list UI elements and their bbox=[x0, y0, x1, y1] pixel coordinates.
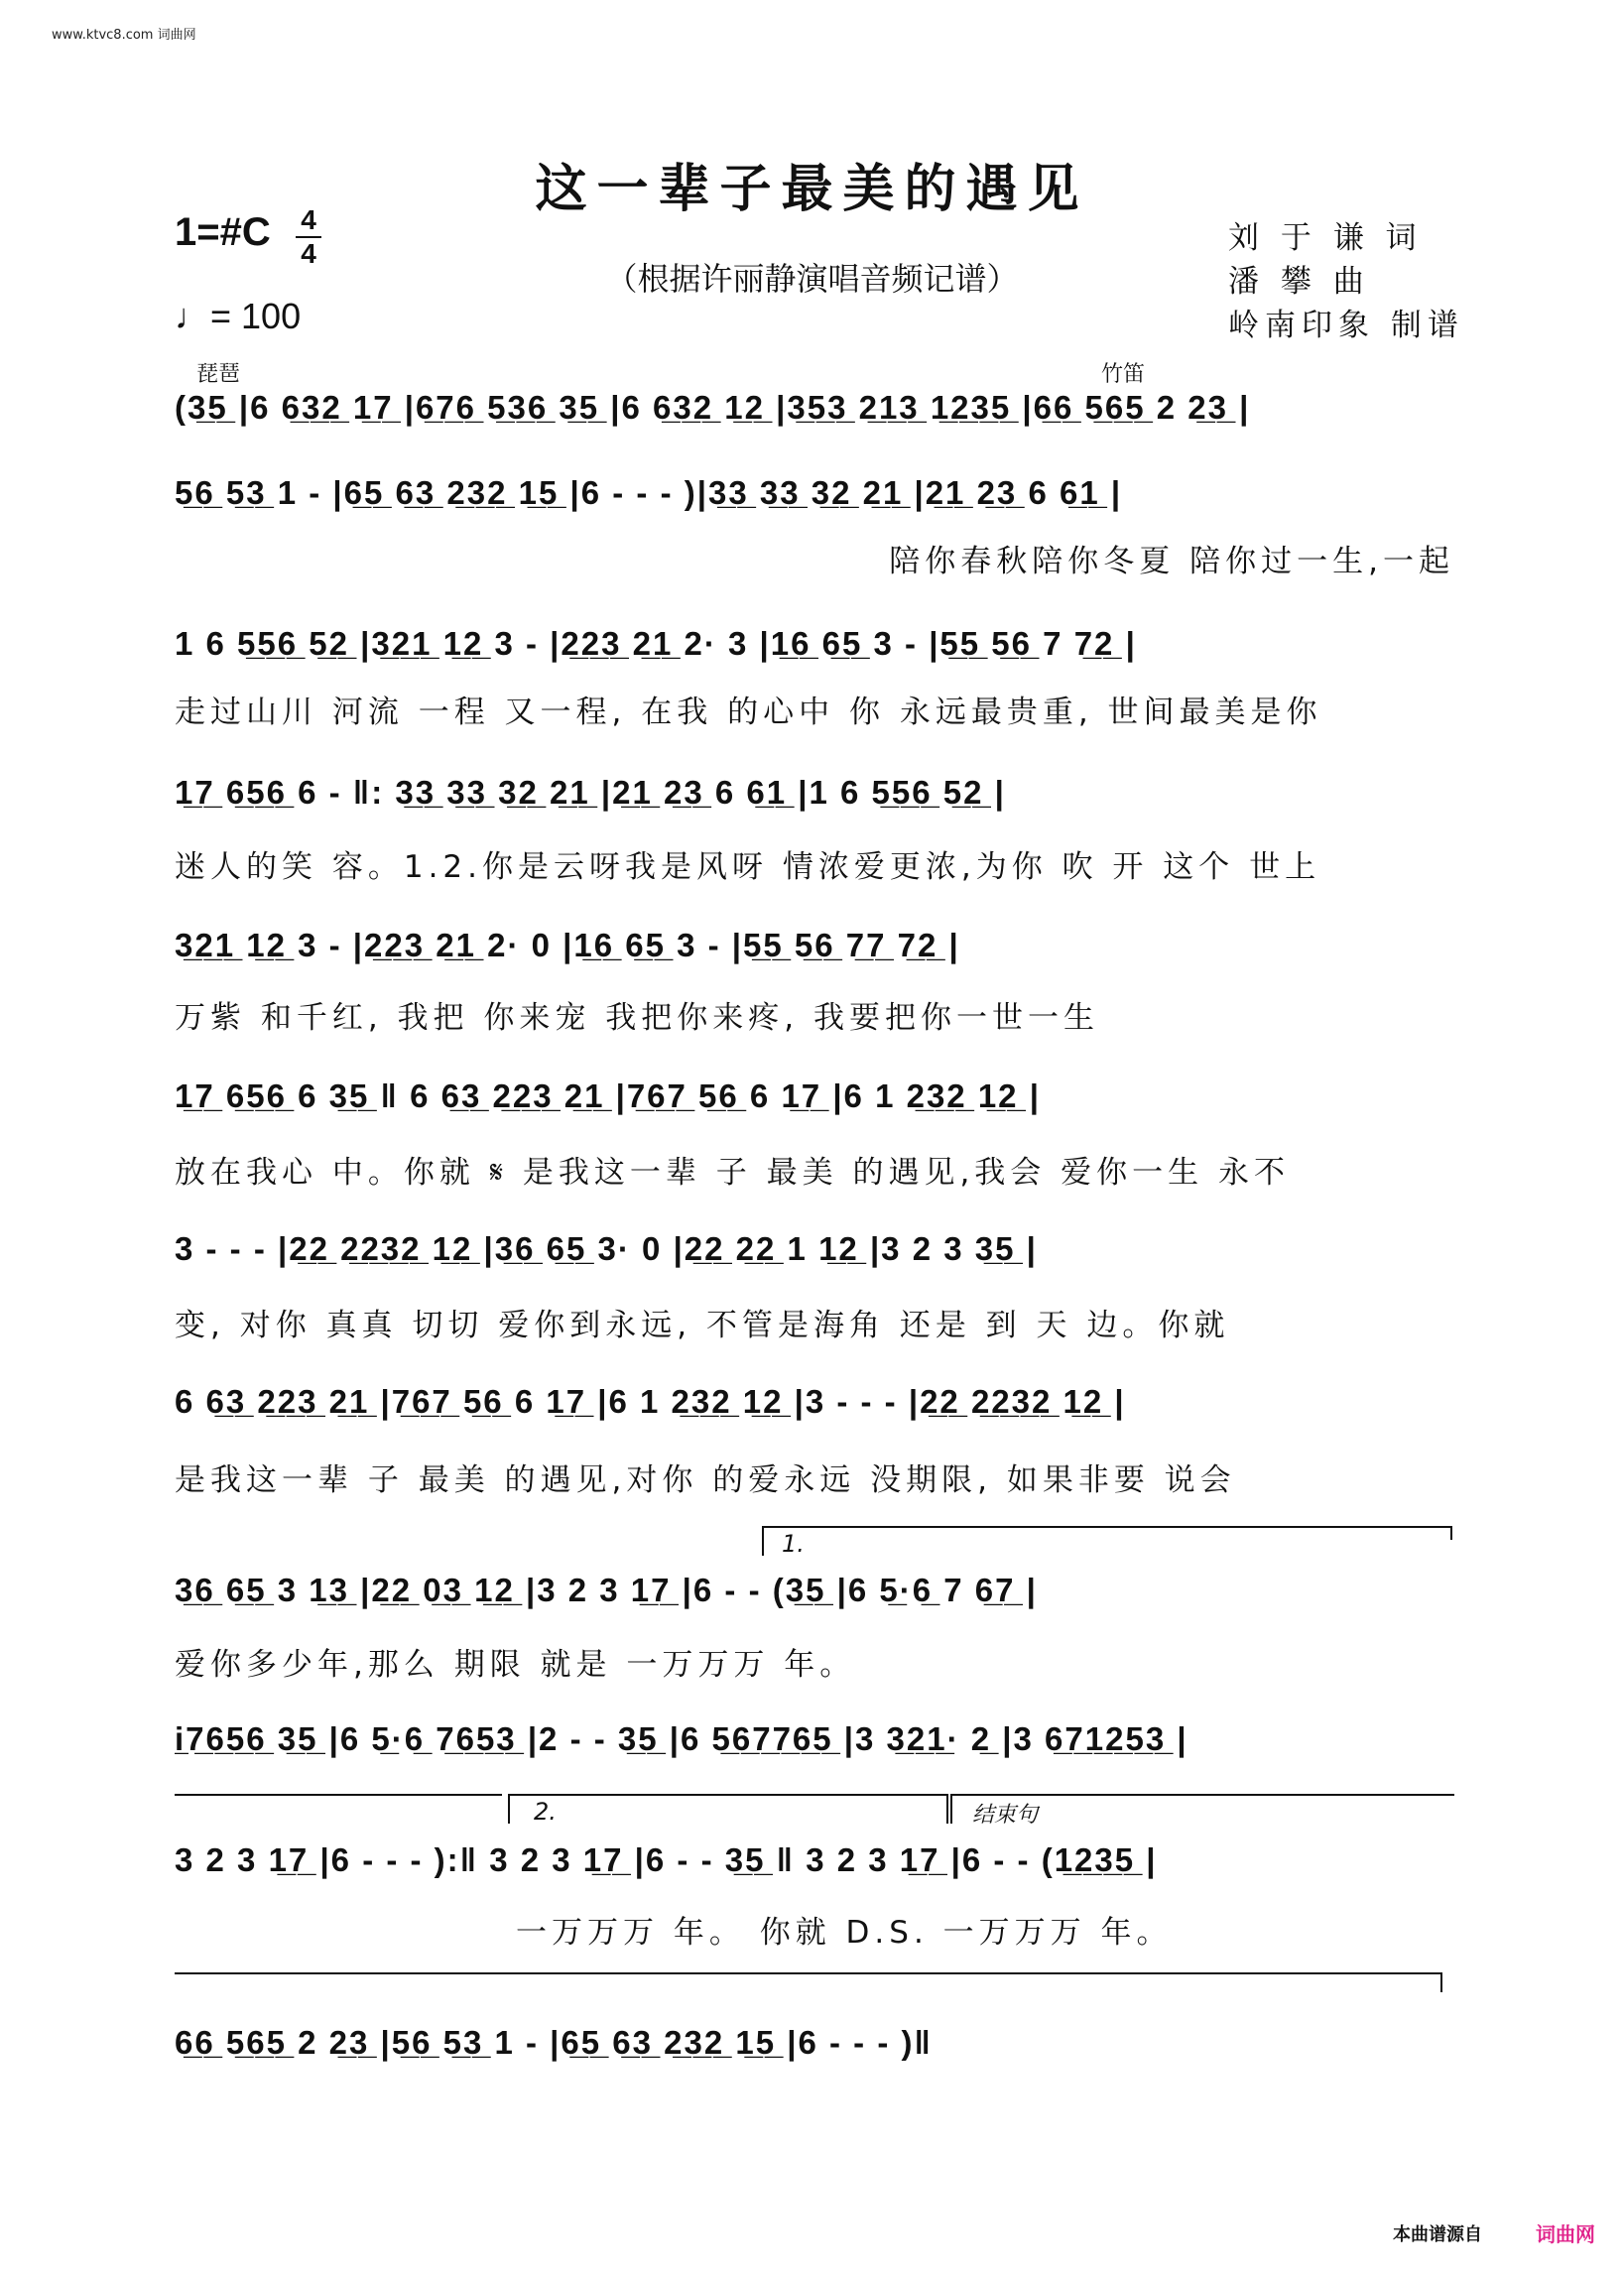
volta-1-bracket-right bbox=[1450, 1526, 1452, 1540]
footer-site-link[interactable]: 词曲网 bbox=[1536, 2222, 1595, 2246]
key-signature: 1=#C bbox=[175, 210, 271, 254]
score-notes-line-8: 6 6̲3̲ 2̲2̲3̲ 2̲1̲ |7̲6̲7̲ 5̲6̲ 6 1̲7̲ |6 1 2̲3̲2̲ 1̲2̲ |3 - - - |2̲2̲ 2̲2̲3̲2̲ 1̲2̲ | bbox=[175, 1383, 1126, 1420]
volta-2-bracket-left bbox=[508, 1794, 510, 1824]
volta-1-bracket bbox=[762, 1526, 1452, 1528]
song-title: 这一辈子最美的遇见 bbox=[535, 159, 1089, 219]
score-notes-line-6: 1̲7̲ 6̲5̲6̲ 6 3̲5̲ ‖ 6 6̲3̲ 2̲2̲3̲ 2̲1̲ |7̲6̲7̲ 5̲6̲ 6 1̲7̲ |6 1 2̲3̲2̲ 1̲2̲ | bbox=[175, 1077, 1041, 1114]
score-notes-line-7: 3 - - - |2̲2̲ 2̲2̲3̲2̲ 1̲2̲ |3̲6̲ 6̲5̲ 3· 0 |2̲2̲ 2̲2̲ 1 1̲2̲ |3 2 3 3̲5̲ | bbox=[175, 1230, 1038, 1267]
score-lyric-line-2: 陪你春秋陪你冬夏 陪你过一生,一起 bbox=[889, 544, 1454, 579]
volta-2-bracket bbox=[508, 1794, 948, 1796]
score-lyric-line-7: 变, 对你 真真 切切 爱你到永远, 不管是海角 还是 到 天 边。你就 bbox=[175, 1308, 1230, 1343]
score-notes-line-10: i̲7̲6̲5̲6̲ 3̲5̲ |6 5̲·6̲ 7̲6̲5̲3̲ |2 - - 3̲5̲ |6 5̲6̲7̲7̲6̲5̲ |3 3̲2̲1̲· 2̲ |3 6̲7̲1̲2̲5̲3̲ | bbox=[175, 1720, 1188, 1757]
arranger-credit: 岭南印象 制谱 bbox=[1228, 308, 1464, 343]
score-lyric-line-4: 迷人的笑 容。1.2.你是云呀我是风呀 情浓爱更浓,为你 吹 开 这个 世上 bbox=[175, 849, 1321, 885]
coda-label: 结束句 bbox=[972, 1803, 1039, 1828]
composer-credit: 潘 攀 曲 bbox=[1228, 264, 1370, 300]
instrument-label-dizi: 竹笛 bbox=[1101, 362, 1146, 387]
score-notes-line-3: 1 6 5̲5̲6̲ 5̲2̲ |3̲2̲1̲ 1̲2̲ 3 - |2̲2̲3̲ 2̲1̲ 2· 3 |1̲6̲ 6̲5̲ 3 - |5̲5̲ 5̲6̲ 7 7̲2̲ | bbox=[175, 625, 1137, 662]
score-lyric-line-3: 走过山川 河流 一程 又一程, 在我 的心中 你 永远最贵重, 世间最美是你 bbox=[175, 695, 1322, 730]
score-notes-line-9: 3̲6̲ 6̲5̲ 3 1̲3̲ |2̲2̲ 0̲3̲ 1̲2̲ |3 2 3 1̲7̲ |6 - - (3̲5̲ |6 5̲·6̲ 7 6̲7̲ | bbox=[175, 1572, 1038, 1608]
tempo-marking: ♩= 100 bbox=[175, 296, 302, 336]
score-notes-line-5: 3̲2̲1̲ 1̲2̲ 3 - |2̲2̲3̲ 2̲1̲ 2· 0 |1̲6̲ 6̲5̲ 3 - |5̲5̲ 5̲6̲ 7̲7̲ 7̲2̲ | bbox=[175, 927, 960, 963]
volta-1-bracket-left bbox=[762, 1526, 764, 1556]
score-notes-line-2: 5̲6̲ 5̲3̲ 1 - |6̲5̲ 6̲3̲ 2̲3̲2̲ 1̲5̲ |6 - - - )|3̲3̲ 3̲3̲ 3̲2̲ 2̲1̲ |2̲1̲ 2̲3̲ 6 6̲1̲ | bbox=[175, 474, 1123, 511]
coda-bracket-left bbox=[950, 1794, 952, 1824]
staff-rule-10 bbox=[175, 1794, 502, 1796]
subtitle: （根据许丽静演唱音频记谱） bbox=[605, 260, 1019, 298]
right-watermark-strip bbox=[1610, 0, 1624, 2277]
score-lyric-line-11: 一万万万 年。 你就 D.S. 一万万万 年。 bbox=[516, 1915, 1173, 1951]
score-notes-line-12: 6̲6̲ 5̲6̲5̲ 2 2̲3̲ |5̲6̲ 5̲3̲ 1 - |6̲5̲ 6̲3̲ 2̲3̲2̲ 1̲5̲ |6 - - - )‖ bbox=[175, 2024, 933, 2061]
footer-source-text: 本曲谱源自 bbox=[1393, 2224, 1482, 2245]
instrument-label-pipa: 琵琶 bbox=[196, 362, 241, 387]
score-notes-line-1: (3̲5̲ |6 6̲3̲2̲ 1̲7̲ |6̲7̲6̲ 5̲3̲6̲ 3̲5̲ |6 6̲3̲2̲ 1̲2̲ |3̲5̲3̲ 2̲1̲3̲ 1̲2̲3̲5̲ |6̲6̲ 5̲6̲5̲ 2 2̲3̲ | bbox=[175, 389, 1251, 426]
score-lyric-line-6: 放在我心 中。你就 𝄋 是我这一辈 子 最美 的遇见,我会 爱你一生 永不 bbox=[175, 1155, 1291, 1191]
left-watermark-strip bbox=[0, 0, 14, 2277]
site-url: www.ktvc8.com 词曲网 bbox=[52, 28, 196, 43]
lyricist-credit: 刘 于 谦 词 bbox=[1228, 220, 1423, 256]
score-lyric-line-5: 万紫 和千红, 我把 你来宠 我把你来疼, 我要把你一世一生 bbox=[175, 1000, 1099, 1036]
score-lyric-line-8: 是我这一辈 子 最美 的遇见,对你 的爱永远 没期限, 如果非要 说会 bbox=[175, 1462, 1236, 1498]
volta-2-label: 2. bbox=[534, 1798, 557, 1826]
time-signature-bottom: 4 bbox=[301, 238, 316, 269]
volta-2-bracket-right bbox=[946, 1794, 948, 1824]
staff-rule-12-end bbox=[1440, 1972, 1442, 1992]
staff-rule-12 bbox=[175, 1972, 1442, 1974]
score-notes-line-4: 1̲7̲ 6̲5̲6̲ 6 - ‖: 3̲3̲ 3̲3̲ 3̲2̲ 2̲1̲ |2̲1̲ 2̲3̲ 6 6̲1̲ |1 6 5̲5̲6̲ 5̲2̲ | bbox=[175, 774, 1006, 811]
volta-1-label: 1. bbox=[782, 1530, 805, 1558]
time-signature-top: 4 bbox=[301, 204, 316, 235]
score-lyric-line-9: 爱你多少年,那么 期限 就是 一万万万 年。 bbox=[175, 1647, 856, 1683]
coda-bracket bbox=[950, 1794, 1454, 1796]
score-notes-line-11: 3 2 3 1̲7̲ |6 - - - ):‖ 3 2 3 1̲7̲ |6 - - 3̲5̲ ‖ 3 2 3 1̲7̲ |6 - - (1̲2̲3̲5̲ | bbox=[175, 1841, 1158, 1878]
